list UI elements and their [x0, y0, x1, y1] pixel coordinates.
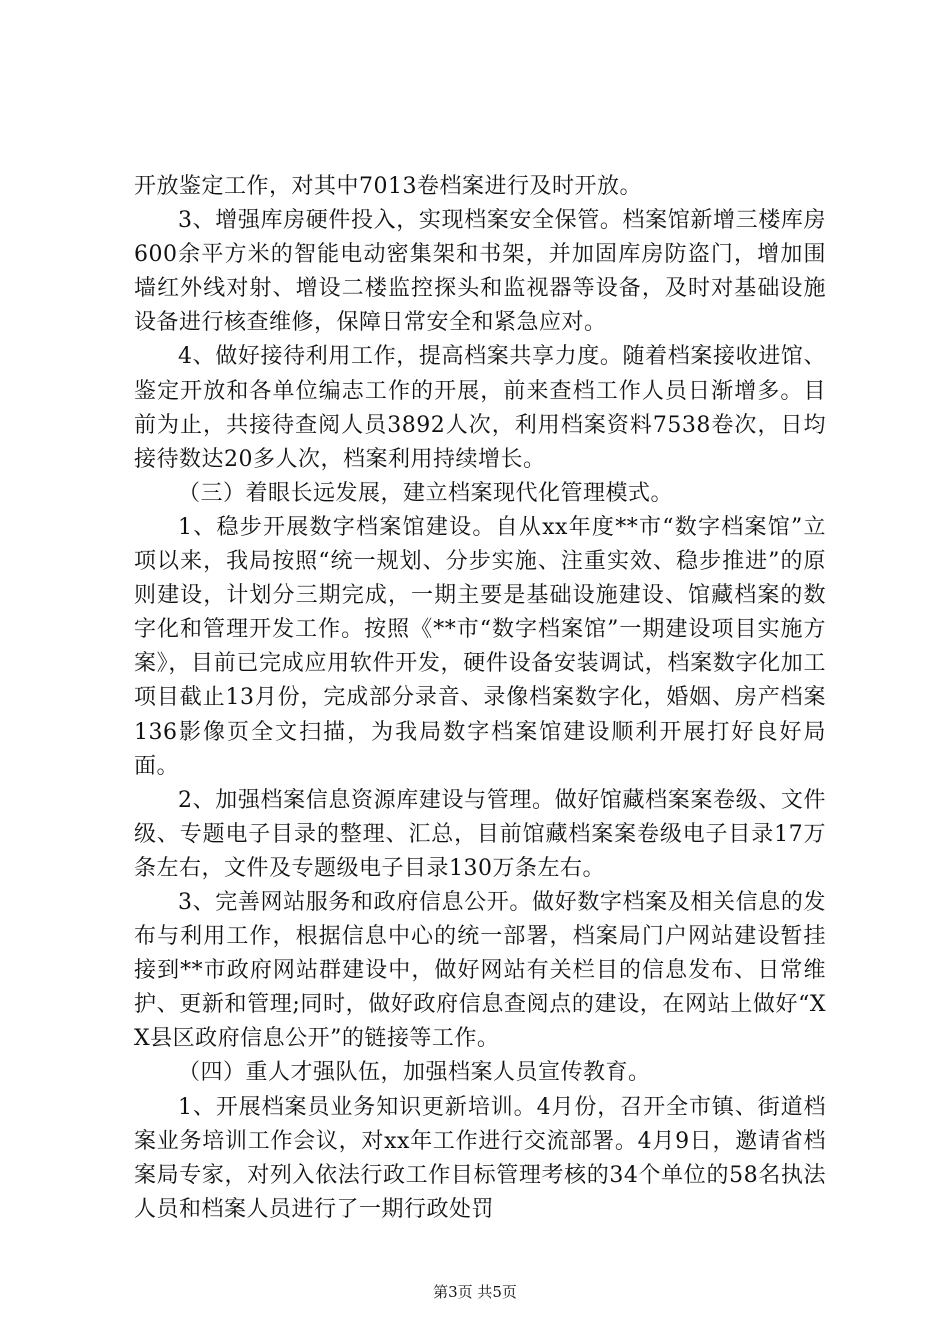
paragraph-8: 1、开展档案员业务知识更新培训。4月份，召开全市镇、街道档案业务培训工作会议，对xx年工作进行交流部署。4月9日，邀请省档案局专家，对列入依法行政工作目标管理考核的34个单位的58名执法人员和档案人员进行了一期行政处罚 [134, 1094, 826, 1222]
section-heading-4: （四）重人才强队伍，加强档案人员宣传教育。 [178, 1060, 651, 1086]
paragraph-6: 3、完善网站服务和政府信息公开。做好数字档案及相关信息的发布与利用工作，根据信息中心的统一部署，档案局门户网站建设暂挂接到**市政府网站群建设中，做好网站有关栏目的信息发布、日常维护、更新和管理;同时，做好政府信息查阅点的建设，在网站上做好“XX县区政府信息公开”的链接等工作。 [134, 889, 826, 1052]
page-number-footer: 第3页 共5页 [433, 1283, 517, 1301]
paragraph-4: 1、稳步开展数字档案馆建设。自从xx年度**市“数字档案馆”立项以来，我局按照“统一规划、分步实施、注重实效、稳步推进”的原则建设，计划分三期完成，一期主要是基础设施建设、馆藏档案的数字化和管理开发工作。按照《**市“数字档案馆”一期建设项目实施方案》，目前已完成应用软件开发，硬件设备安装调试，档案数字化加工项目截止13月份，完成部分录音、录像档案数字化，婚姻、房产档案136影像页全文扫描，为我局数字档案馆建设顺利开展打好良好局面。 [134, 514, 826, 779]
paragraph-2: 4、做好接待利用工作，提高档案共享力度。随着档案接收进馆、鉴定开放和各单位编志工作的开展，前来查档工作人员日渐增多。目前为止，共接待查阅人员3892人次，利用档案资料7538卷次，日均接待数达20多人次，档案利用持续增长。 [134, 344, 826, 472]
paragraph-0: 开放鉴定工作，对其中7013卷档案进行及时开放。 [134, 174, 642, 199]
paragraph-5: 2、加强档案信息资源库建设与管理。做好馆藏档案案卷级、文件级、专题电子目录的整理、汇总，目前馆藏档案案卷级电子目录17万条左右，文件及专题级电子目录130万条左右。 [134, 787, 826, 881]
section-heading-3: （三）着眼长远发展，建立档案现代化管理模式。 [178, 480, 674, 506]
document-body [134, 170, 826, 1227]
paragraph-1: 3、增强库房硬件投入，实现档案安全保管。档案馆新增三楼库房600余平方米的智能电动密集架和书架，并加固库房防盗门，增加围墙红外线对射、增设二楼监控探头和监视器等设备，及时对基础设施设备进行核查维修，保障日常安全和紧急应对。 [134, 208, 826, 336]
